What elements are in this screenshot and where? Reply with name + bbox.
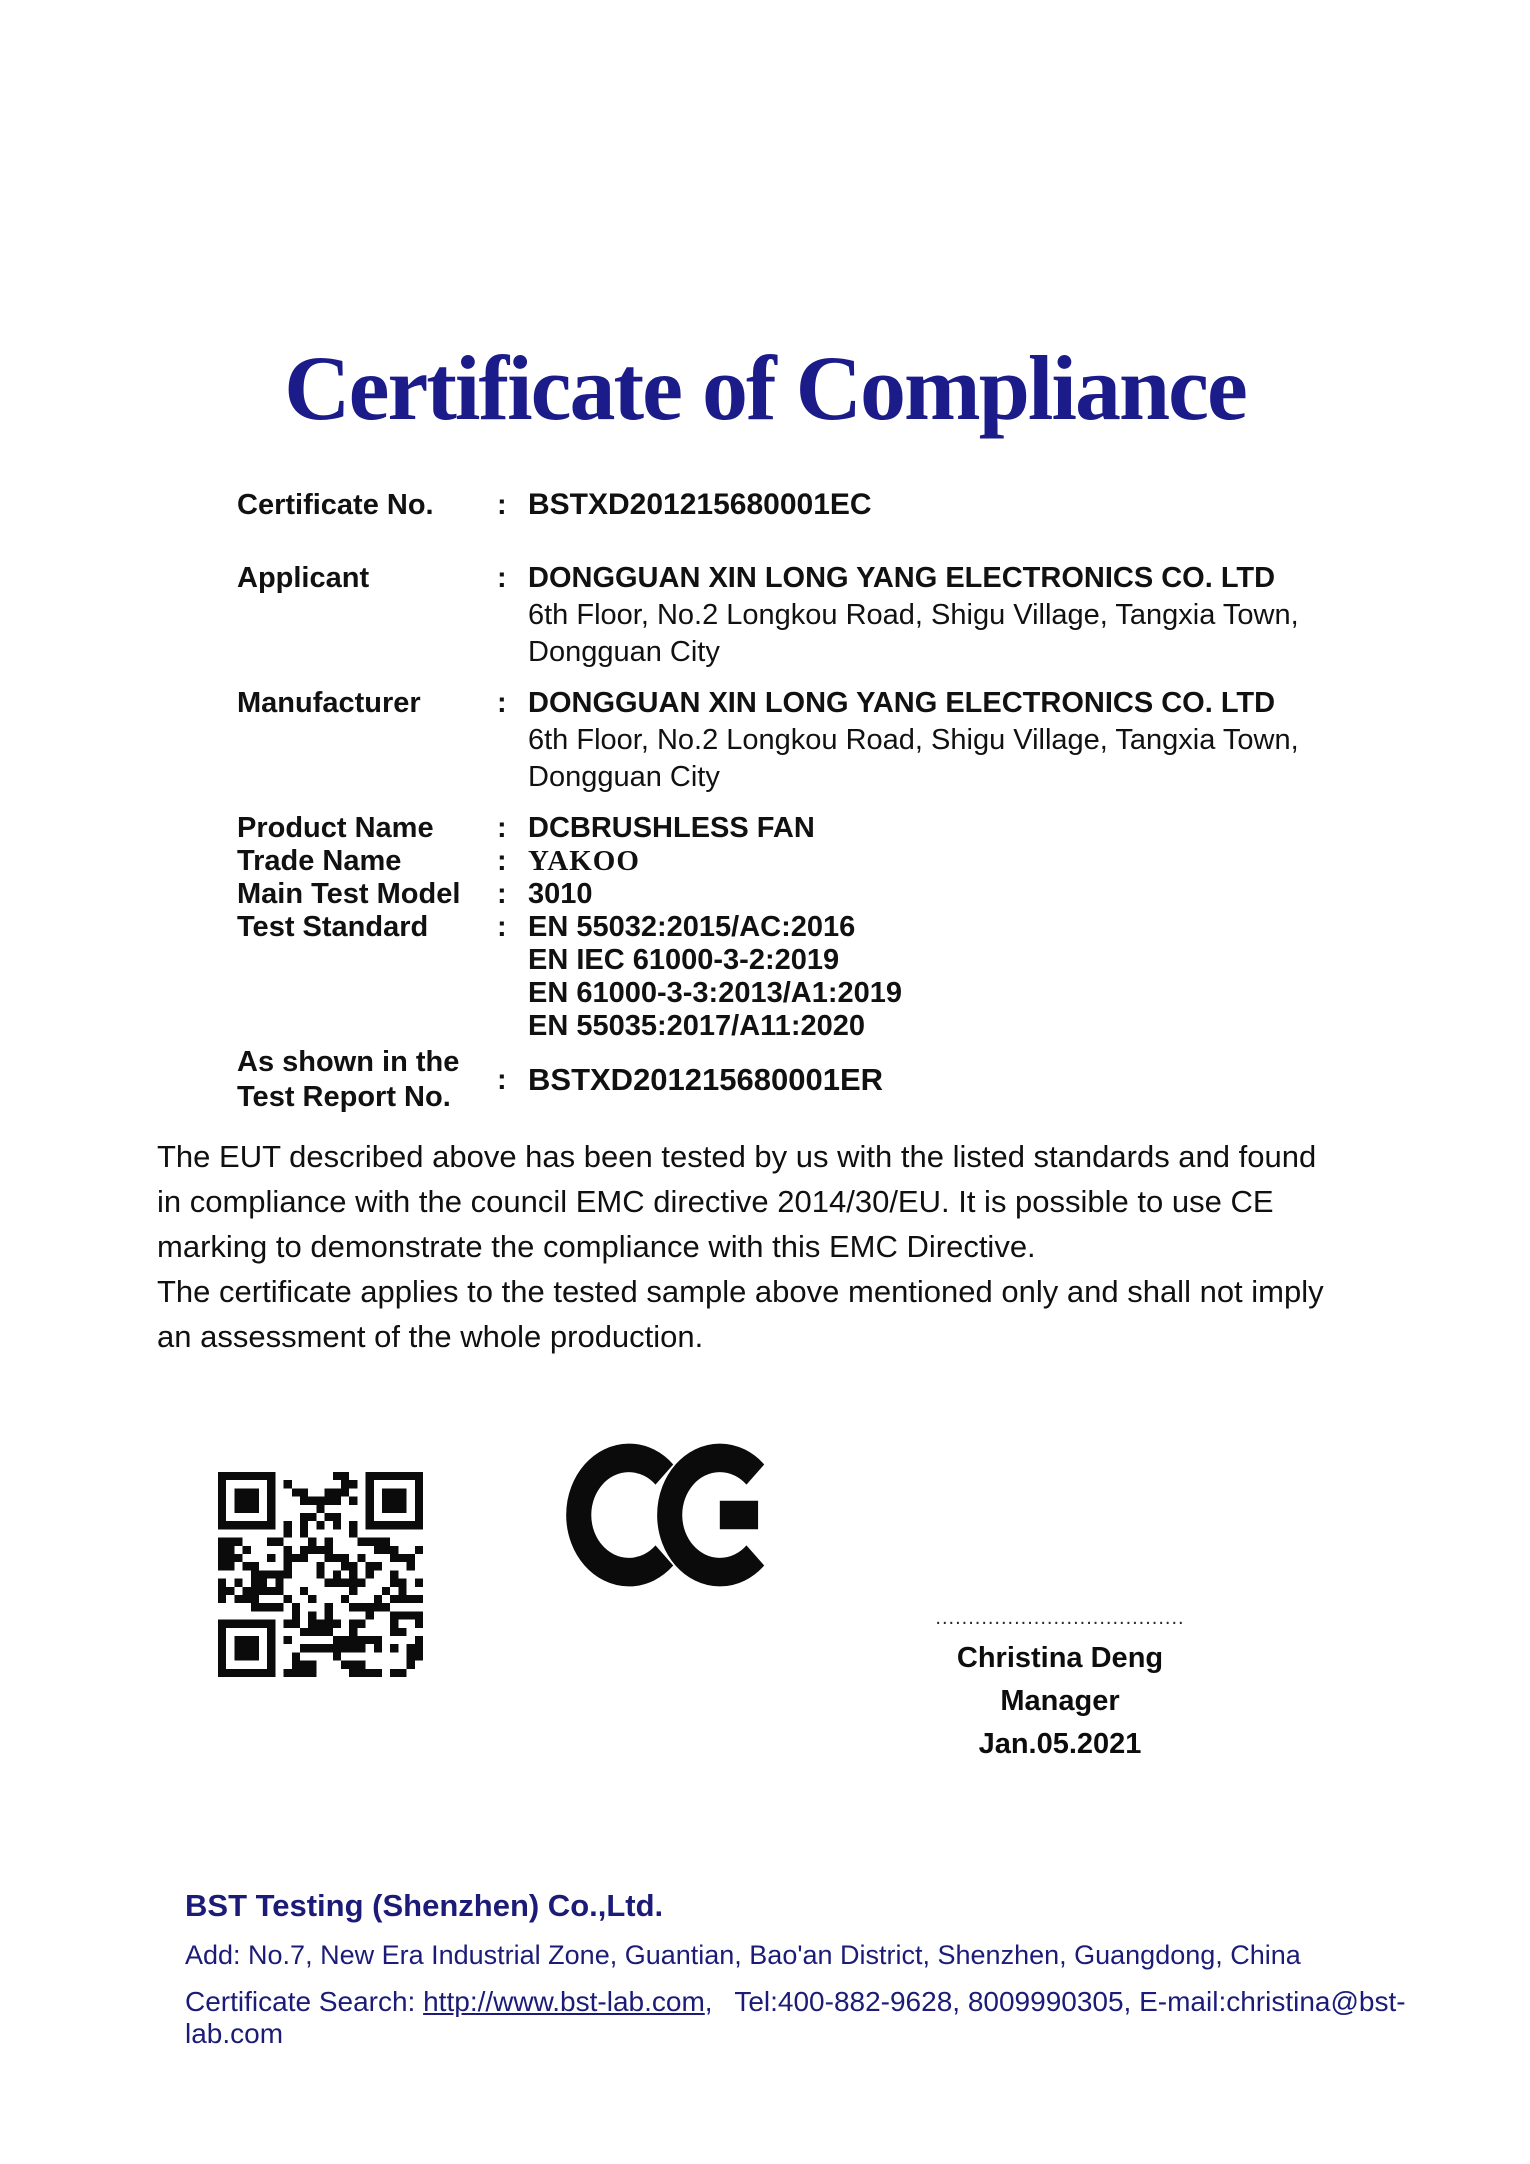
manufacturer-address-line1: 6th Floor, No.2 Longkou Road, Shigu Village, Tangxia Town, [528,724,1299,756]
applicant-name: DONGGUAN XIN LONG YANG ELECTRONICS CO. LTD [528,562,1276,594]
lab-footer [185,1888,1435,2050]
certificate-no-value: BSTXD201215680001EC [528,488,872,521]
lab-address: Add: No.7, New Era Industrial Zone, Guantian, Bao'an District, Shenzhen, Guangdong, China [185,1940,1301,1970]
applicant-label: Applicant [237,562,370,594]
certificate-search-label: Certificate Search: [185,1986,416,2017]
ce-mark-icon [563,1440,770,1590]
test-report-value: BSTXD201215680001ER [528,1062,884,1097]
field-test-standard [237,911,1417,1043]
trade-name-value: YAKOO [528,845,640,877]
colon-separator: : [497,687,507,719]
certificate-fields [237,488,1417,1115]
field-test-report-no [237,1045,1417,1115]
signature-date: Jan.05.2021 [978,1728,1142,1760]
test-standard-line: EN IEC 61000-3-2:2019 [528,944,840,976]
field-certificate-no [237,488,1417,522]
test-standard-line: EN 55032:2015/AC:2016 [528,911,856,943]
signature-dotted-line: ...................................... [935,1607,1185,1629]
product-name-label: Product Name [237,812,434,844]
signature-block [918,1608,1202,1766]
certificate-no-label: Certificate No. [237,489,434,521]
main-test-model-value: 3010 [528,878,593,910]
manufacturer-label: Manufacturer [237,687,421,719]
manufacturer-name: DONGGUAN XIN LONG YANG ELECTRONICS CO. LTD [528,687,1276,719]
certificate-search-line [185,1986,1435,2050]
colon-separator: : [497,562,507,594]
signatory-name: Christina Deng [956,1642,1164,1674]
field-product-name [237,812,1417,845]
declaration-text [157,1134,1337,1359]
field-applicant [237,560,1417,671]
test-report-label-line2: Test Report No. [237,1081,451,1113]
colon-separator: : [497,878,507,910]
test-standard-label: Test Standard [237,911,429,943]
test-standard-line: EN 61000-3-3:2013/A1:2019 [528,977,903,1009]
field-manufacturer [237,685,1417,796]
contact-info: Tel:400-882-9628, 8009990305, E-mail:christina@bst-lab.com [185,1986,1406,2049]
main-test-model-label: Main Test Model [237,878,461,910]
field-trade-name [237,845,1417,878]
manufacturer-address-line2: Dongguan City [528,761,720,793]
field-main-test-model [237,878,1417,911]
product-name-value: DCBRUSHLESS FAN [528,812,815,844]
marks-and-signature [0,1440,1530,1860]
qr-code-icon [218,1472,423,1677]
declaration-paragraph-1: The EUT described above has been tested by us with the listed standards and found in compliance with the council EMC directive 2014/30/EU. It is possible to use CE marking to demonstrate the compliance with this EMC Directive. [157,1139,1317,1264]
trade-name-label: Trade Name [237,845,402,877]
applicant-address-line2: Dongguan City [528,636,720,668]
declaration-paragraph-2: The certificate applies to the tested sample above mentioned only and shall not imply an assessment of the whole production. [157,1274,1324,1354]
colon-separator: : [497,911,507,943]
certificate-search-url-link[interactable]: http://www.bst-lab.com [423,1986,705,2017]
search-comma: , [704,1986,713,2017]
colon-separator: : [497,1064,507,1096]
page-title: Certificate of Compliance [284,337,1246,439]
lab-company-name: BST Testing (Shenzhen) Co.,Ltd. [185,1888,664,1923]
test-standard-line: EN 55035:2017/A11:2020 [528,1010,865,1042]
applicant-address-line1: 6th Floor, No.2 Longkou Road, Shigu Village, Tangxia Town, [528,599,1299,631]
colon-separator: : [497,845,507,877]
colon-separator: : [497,489,507,521]
colon-separator: : [497,812,507,844]
signatory-role: Manager [1000,1685,1120,1717]
test-report-label-line1: As shown in the [237,1046,460,1078]
